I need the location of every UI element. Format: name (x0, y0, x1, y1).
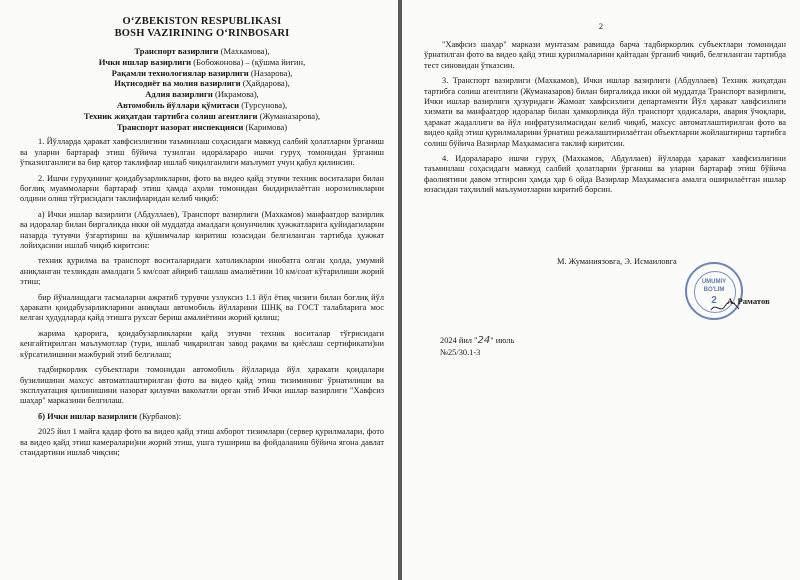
addressee-item: Иқтисодиёт ва молия вазирлиги (Ҳайдарова), (114, 78, 290, 89)
stamp-line-2: BO'LIM (703, 287, 725, 293)
document-date: 2024 йил "24" июль (440, 335, 515, 346)
paragraph-4: техник қурилма ва транспорт воситаларидаги хатоликларни инобатга олган ҳолда, умумий аниқланган тезликдан амалдаги 5 км/соат айириб ташлаш амалиётини 10 км/соат кўтарилиши жорий этиш; (20, 256, 384, 287)
paragraph-8: б) Ички ишлар вазирлиги (Курбанов): (38, 411, 182, 421)
addressee-item: Ички ишлар вазирлиги (Бобожонова) – (қўшма йиғин, (98, 56, 306, 67)
copy-recipients: М. Жуманиязовга, Э. Исмаиловга (557, 257, 677, 266)
stamp-number: 2 (711, 295, 717, 306)
paragraph-p2-2: 3. Транспорт вазирлиги (Махкамов), Ички ишлар вазирлиги (Абдуллаев) Техник жиҳатдан тартибга солиш агентлиги (Жуманазаров) билан биргаликда икки ой муддатда Транспорт вазирлиги, Ички ишлар вазирлиги ҳузуридаги Жамоат хавфсизлиги департаменти Йўл ҳаракат хавфсизлиги хизмати ва манфаатдор идоралар билан ҳамкорликда йўл транспорт ҳодисалари, авария ўчоқлари, ҳаракат жадаллиги ва йўл инфратузилмасидан келиб чиқиб, махсус автоматлаштирилган фото ва видео қайд этиш қурилмаларини ўрнатиш режалаштирилаётган объектларни жойлаштириш тартибга солиш бўйича Вазирлар Маҳкамасига таклиф киритсин. (424, 76, 786, 148)
document-page-2 (402, 0, 800, 580)
stamp-line-1: UMUMIY (701, 279, 727, 285)
header-line-1: O‘ZBEKISTON RESPUBLIKASI (122, 16, 282, 27)
paragraph-5: бир йўналишдаги тасмаларни ажратиб турувчи узлуксиз 1.1 йўл ётиқ чизиғи билан боғлиқ йўл ҳаракати қоидабузарликларини аниқлаш автомобиль йўлларини ШНҚ ва ГОСТ талабларига мос келган ҳудудларда қайд этишга рухсат бериш амалиётини жорий қилиш; (20, 292, 384, 323)
addressee-item: Адлия вазирлиги (Икрамова), (145, 89, 259, 100)
header-line-2: BOSH VAZIRINING O‘RINBOSARI (114, 28, 290, 39)
paragraph-6: жарима қарорига, қоидабузарликларни қайд этувчи техник воситалар тўғрисидаги кенгайтирилган маълумотлар (тури, ишлаб чиқарилган завод рақами ва қиёслаш сертификати)ни кўрсатилишини мажбурий этиб белгилаш; (20, 328, 384, 359)
date-day-handwritten: 24 (477, 335, 491, 346)
registration-number: №25/30.1-3 (440, 348, 481, 357)
document-page-1 (0, 0, 398, 580)
paragraph-3: а) Ички ишлар вазирлиги (Абдуллаев), Транспорт вазирлиги (Махкамов) манфаатдор вазирлик ва идоралар билан биргаликда икки ой муддатда амалдаги қонунчилик ҳужжатларига қуйидагиларни назарда тутувчи ўзгартириш ва қўшимчалар киритиш юзасидан белгиланган тартибда ҳужжат лойиҳасини ишлаб чиқиб киритсин: (20, 209, 384, 251)
signatory-name: А. Раматов (727, 296, 770, 306)
addressee-list (20, 46, 384, 132)
paragraph-9: 2025 йил 1 майга қадар фото ва видео қайд этиш ахборот тизимлари (сервер қурилмалари, фото ва видео қайд этиш камералари)ни жорий этиш, ушга тушириш ва фойдаланиш бўйича ягона давлат стандартини ишлаб чиқсин; (20, 427, 384, 457)
addressee-item: Автомобиль йўллари қўмитаси (Турсунова), (116, 99, 288, 110)
paragraph-1: 1. Йўлларда ҳаракат хавфсизлигини таъминлаш соҳасидаги мавжуд салбий ҳолатларни ўрганиш ва уларни бартараф этиш бўйича тузилган идоралараро ишчи гуруҳ томонидан ўрганиш ўтказилганлиги ва бир қатор таклифлар ишлаб чиқилганлиги маълумот учун қабул қилинсин. (20, 137, 384, 168)
addressee-item: Техник жиҳатдан тартибга солиш агентлиги (Жуманазарова), (83, 110, 321, 121)
addressee-item: Транспорт назорат инспекцияси (Каримова) (116, 121, 288, 132)
paragraph-7: тадбиркорлик субъектлари томонидан автомобиль йўлларида йўл ҳаракати қоидалари бузилишини махсус автоматлаштирилган фото ва видео қайд этиш тизимининг ўрнатилиши ва эксплуатация қилинишини назорат қилувчи ваколатли орган этиб Ички ишлар вазирлиги "Хавфсиз шаҳар" марказини белгилаш. (20, 365, 384, 406)
addressee-item: Транспорт вазирлиги (Махкамова), (134, 46, 270, 56)
page-number: 2 (598, 22, 604, 31)
addressee-item: Рақамли технологиялар вазирлиги (Назарова), (111, 67, 293, 78)
paragraph-2: 2. Ишчи гуруҳининг қоидабузарликларни, фото ва видео қайд этувчи техник воситалари билан боғлиқ муаммоларни бартараф этиш ҳамда аҳоли томонидан билдирилаётган норозиликларни олдини олиш тўғрисидаги таклифларидан келиб чиқиб: (20, 173, 384, 204)
paragraph-p2-3: 4. Идоралараро ишчи гуруҳ (Махкамов, Абдуллаев) йўлларда ҳаракат хавфсизлигини таъминлаш соҳасидаги мавжуд салбий ҳолатларни ўрганиш ва уларни бартараф этиш бўйича фаолиятини давом эттирсин ҳамда ҳар 6 ойда Вазирлар Маҳкамасига амалга оширилаётган ишлар юзасидан таҳлилий маълумотларни киритиб борсин. (424, 154, 786, 195)
paragraph-p2-1: "Хавфсиз шаҳар" маркази мунтазам равишда барча тадбиркорлик субъектлари томонидан ўрнатилган фото ва видео қайд этиш қурилмаларини қайтадан ўрганиб чиқиб, белгиланган тартибда тест синовидан ўтказсин. (424, 40, 786, 70)
